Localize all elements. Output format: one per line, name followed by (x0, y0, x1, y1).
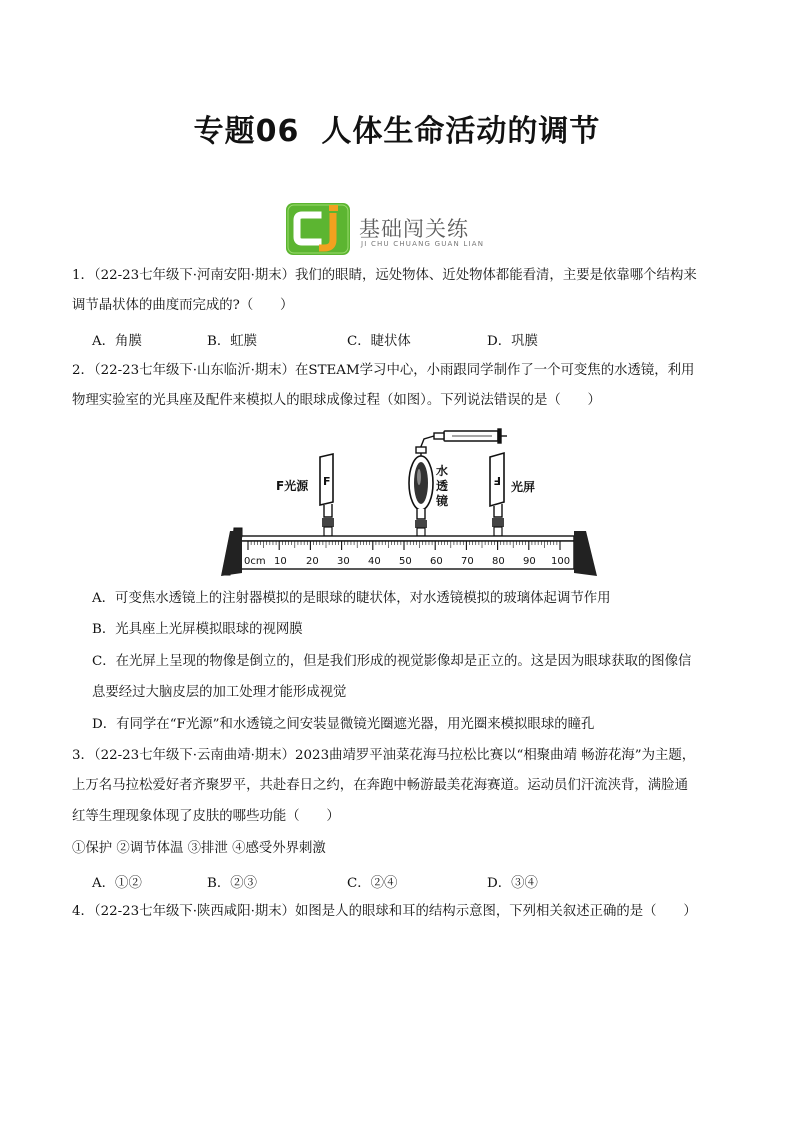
ruler-label-60: 60 (430, 556, 443, 567)
screen (490, 453, 504, 536)
source-f-label: F (323, 475, 331, 488)
ruler-label-20: 20 (306, 556, 319, 567)
lens-label-1: 水 (436, 464, 449, 478)
q3-option-d: D．③④ (487, 876, 538, 891)
q1-line1: 1．（22-23七年级下·河南安阳·期末）我们的眼睛，远处物体、近处物体都能看清，主要是依靠哪个结构来 (72, 268, 697, 283)
q1-option-b: B．虹膜 (207, 334, 258, 349)
logo-pinyin: JI CHU CHUANG GUAN LIAN (361, 240, 485, 248)
title-prefix: 专题06 (193, 114, 300, 149)
q1-option-a: A．角膜 (92, 334, 142, 349)
syringe (416, 429, 507, 453)
q1-line2: 调节晶状体的曲度而完成的?（ ） (72, 298, 294, 313)
q3-line1: 3．（22-23七年级下·云南曲靖·期末）2023曲靖罗平油菜花海马拉松比赛以“相聚曲靖 畅游花海”为主题， (72, 748, 696, 763)
q3-line3: 红等生理现象体现了皮肤的哪些功能（ ） (72, 809, 340, 824)
q3-functions: ①保护 ②调节体温 ③排泄 ④感受外界刺激 (72, 841, 326, 856)
q2-line2: 物理实验室的光具座及配件来模拟人的眼球成像过程（如图）。下列说法错误的是（ ） (72, 393, 601, 408)
page-title (0, 106, 794, 150)
q2-option-c-line1: C．在光屏上呈现的物像是倒立的，但是我们形成的视觉影像却是正立的。这是因为眼球获取的图像信 (92, 654, 692, 669)
ruler-label-30: 30 (337, 556, 350, 567)
q3-line2: 上万名马拉松爱好者齐聚罗平，共赴春日之约，在奔跑中畅游最美花海赛道。运动员们汗流浃背，满脸通 (72, 778, 688, 793)
ruler-label-10: 10 (274, 556, 287, 567)
q2-option-d: D．有同学在“F光源”和水透镜之间安装显微镜光圈遮光器，用光圈来模拟眼球的瞳孔 (92, 717, 595, 732)
ruler-label-80: 80 (492, 556, 505, 567)
title-main: 人体生命活动的调节 (321, 114, 601, 149)
lens-label-2: 透 (436, 479, 449, 493)
q2-option-a: A．可变焦水透镜上的注射器模拟的是眼球的睫状体，对水透镜模拟的玻璃体起调节作用 (92, 591, 611, 606)
logo-text: 基础闯关练 (359, 217, 469, 241)
section-logo (283, 200, 515, 258)
q3-option-a: A．①② (92, 876, 142, 891)
screen-inverted-f: F (493, 474, 501, 487)
q2-line1: 2．（22-23七年级下·山东临沂·期末）在STEAM学习中心，小雨跟同学制作了一个可变焦的水透镜，利用 (72, 363, 695, 378)
lens-label-3: 镜 (436, 494, 449, 508)
q1-option-d: D．巩膜 (487, 334, 538, 349)
screen-label: 光屏 (511, 480, 536, 494)
cj-logo-icon (283, 200, 353, 258)
q3-option-c: C．②④ (347, 876, 398, 891)
ruler-label-50: 50 (399, 556, 412, 567)
ruler-label-0: 0cm (244, 556, 266, 567)
light-source-label: F光源 (276, 479, 309, 493)
right-stand-foot (574, 531, 597, 576)
light-source (320, 454, 334, 536)
left-stand-foot (221, 531, 242, 576)
q4-line1: 4．（22-23七年级下·陕西咸阳·期末）如图是人的眼球和耳的结构示意图，下列相关叙述正确的是（ ） (72, 904, 697, 919)
ruler-label-100: 100 (551, 556, 571, 567)
optical-bench-figure (220, 427, 600, 577)
q1-option-c: C．睫状体 (347, 334, 411, 349)
q2-option-b: B．光具座上光屏模拟眼球的视网膜 (92, 622, 303, 637)
ruler-label-70: 70 (461, 556, 474, 567)
q2-option-c-line2: 息要经过大脑皮层的加工处理才能形成视觉 (92, 685, 347, 700)
ruler-label-40: 40 (368, 556, 381, 567)
q3-option-b: B．②③ (207, 876, 258, 891)
water-lens (409, 453, 433, 536)
ruler-label-90: 90 (523, 556, 536, 567)
